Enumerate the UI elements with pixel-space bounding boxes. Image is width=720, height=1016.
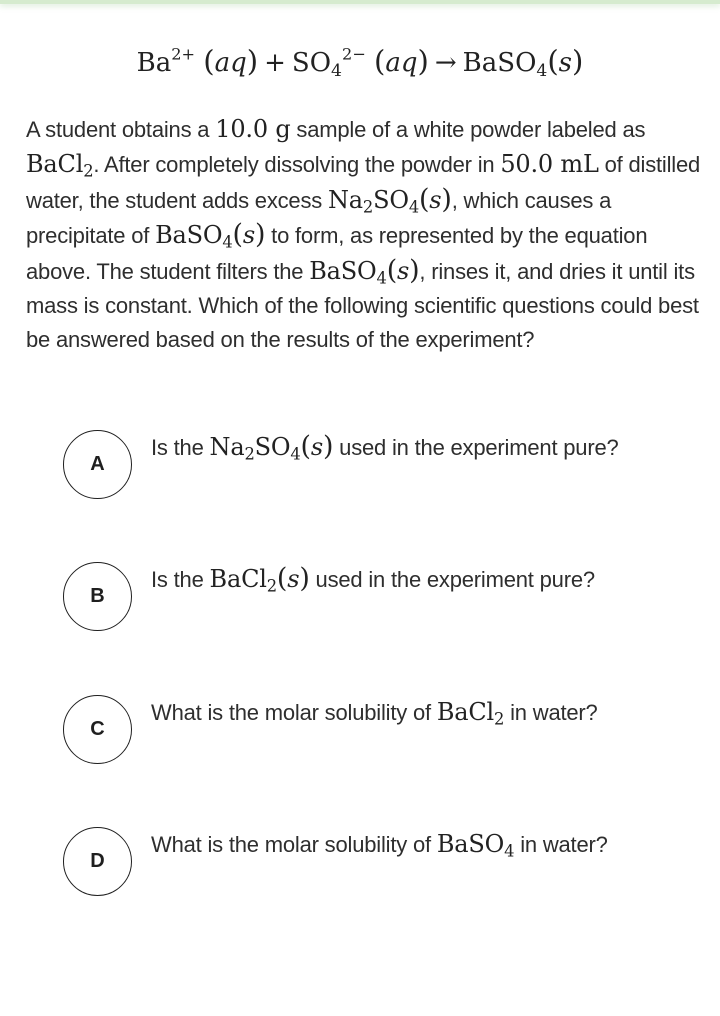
top-accent-bar (0, 0, 720, 4)
option-c-badge[interactable]: C (63, 695, 132, 764)
question-stem: A student obtains a 10.0 g sample of a white powder labeled as BaCl$_2$. After completely dissolving the powder in 50.0 mL of distilled water, the student adds excess $Na_2SO_4(s)$, which causes a precipitate of BaSO$_4$(s) to form, as represented by the equation above. The student filters the BaSO$_4$(s), rinses it, and dries it until its mass is constant. Which of the following scientific questions could best be answered based on the results of the experiment? (26, 115, 701, 353)
option-c-text[interactable]: What is the molar solubility of BaCl$_2$ in water? (151, 698, 598, 729)
answer-option-c[interactable] (63, 695, 683, 775)
answer-option-b[interactable] (63, 562, 683, 642)
option-b-badge[interactable]: B (63, 562, 132, 631)
answer-option-d[interactable] (63, 827, 683, 907)
option-d-text[interactable]: What is the molar solubility of BaSO$_4$ in water? (151, 830, 608, 861)
option-a-badge[interactable]: A (63, 430, 132, 499)
option-b-text[interactable]: Is the BaCl$_2$(s) used in the experiment pure? (151, 563, 595, 596)
option-d-badge[interactable]: D (63, 827, 132, 896)
option-a-text[interactable]: Is the $Na_2SO_4(s)$ used in the experiment pure? (151, 431, 619, 464)
reaction-equation: $Ba^{2+}$ $(aq) + SO_4^{2-}$ (aq) → BaSO$_4$(s) (136, 44, 584, 82)
answer-option-a[interactable] (63, 430, 683, 510)
